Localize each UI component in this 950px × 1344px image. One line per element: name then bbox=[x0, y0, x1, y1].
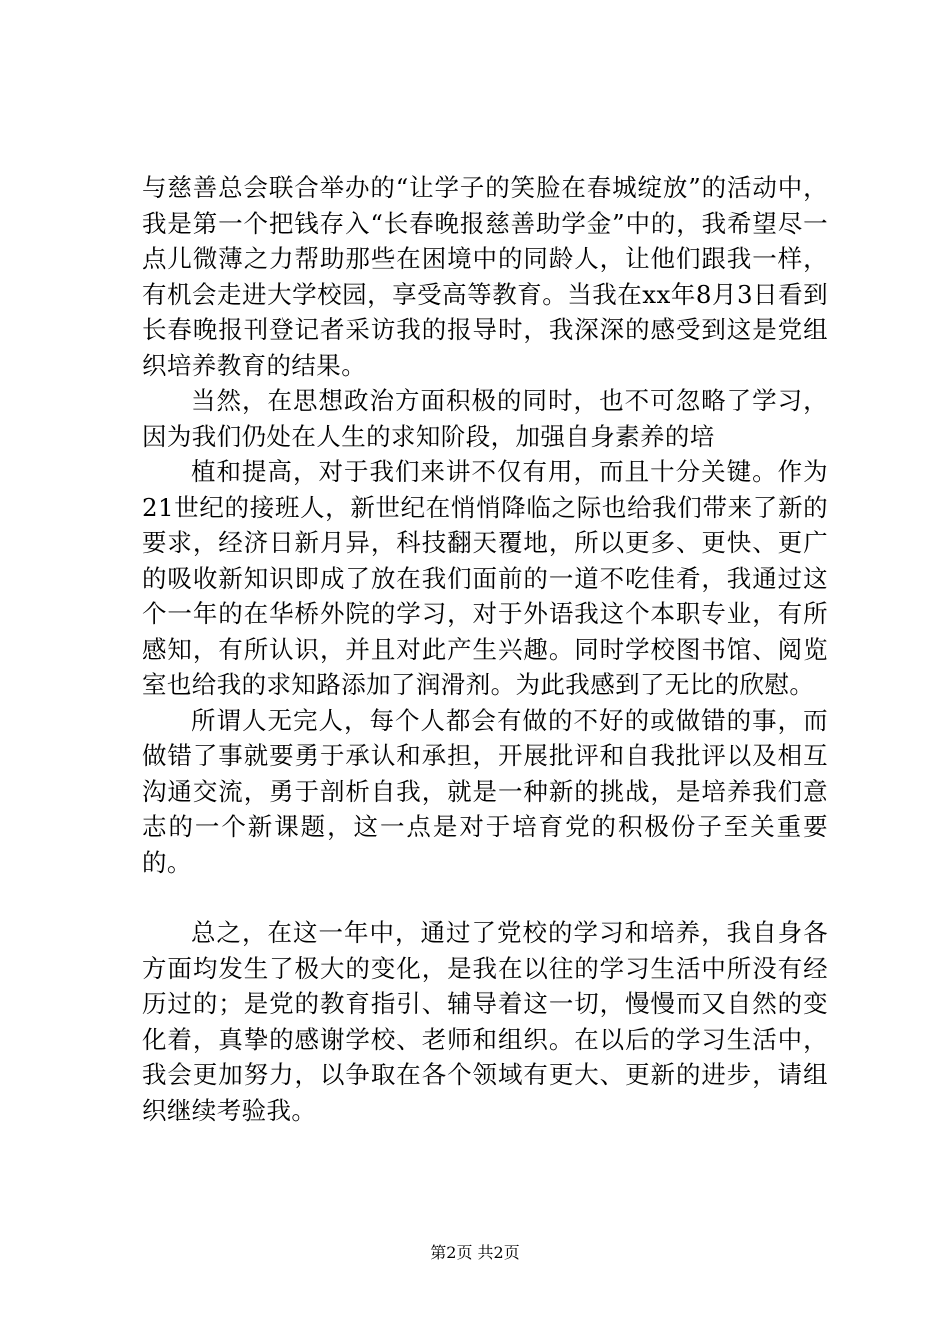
page-footer: 第2页 共2页 bbox=[430, 1243, 520, 1262]
paragraph-spacer bbox=[142, 880, 828, 915]
paragraph-5: 总之，在这一年中，通过了党校的学习和培养，我自身各方面均发生了极大的变化，是我在以往的学习生活中所没有经历过的；是党的教育指引、辅导着这一切，慢慢而又自然的变化着，真挚的感谢学校、老师和组织。在以后的学习生活中，我会更加努力，以争取在各个领域有更大、更新的进步，请组织继续考验我。 bbox=[142, 918, 828, 1125]
paragraph-4: 所谓人无完人，每个人都会有做的不好的或做错的事，而做错了事就要勇于承认和承担，开展批评和自我批评以及相互沟通交流，勇于剖析自我，就是一种新的挑战，是培养我们意志的一个新课题，这一点是对于培育党的积极份子至关重要的。 bbox=[142, 705, 828, 877]
paragraph-1: 与慈善总会联合举办的“让学子的笑脸在春城绽放”的活动中，我是第一个把钱存入“长春晚报慈善助学金”中的，我希望尽一点儿微薄之力帮助那些在困境中的同龄人，让他们跟我一样，有机会走进大学校园，享受高等教育。当我在xx年8月3日看到长春晚报刊登记者采访我的报导时，我深深的感受到这是党组织培养教育的结果。 bbox=[142, 173, 828, 380]
document-body bbox=[142, 170, 828, 1128]
paragraph-2: 当然，在思想政治方面积极的同时，也不可忽略了学习，因为我们仍处在人生的求知阶段，加强自身素养的培 bbox=[142, 386, 828, 451]
paragraph-3: 植和提高，对于我们来讲不仅有用，而且十分关键。作为21世纪的接班人，新世纪在悄悄降临之际也给我们带来了新的要求，经济日新月异，科技翻天覆地，所以更多、更快、更广的吸收新知识即成了放在我们面前的一道不吃佳肴，我通过这个一年的在华桥外院的学习，对于外语我这个本职专业，有所感知，有所认识，并且对此产生兴趣。同时学校图书馆、阅览室也给我的求知路添加了润滑剂。为此我感到了无比的欣慰。 bbox=[142, 457, 828, 699]
